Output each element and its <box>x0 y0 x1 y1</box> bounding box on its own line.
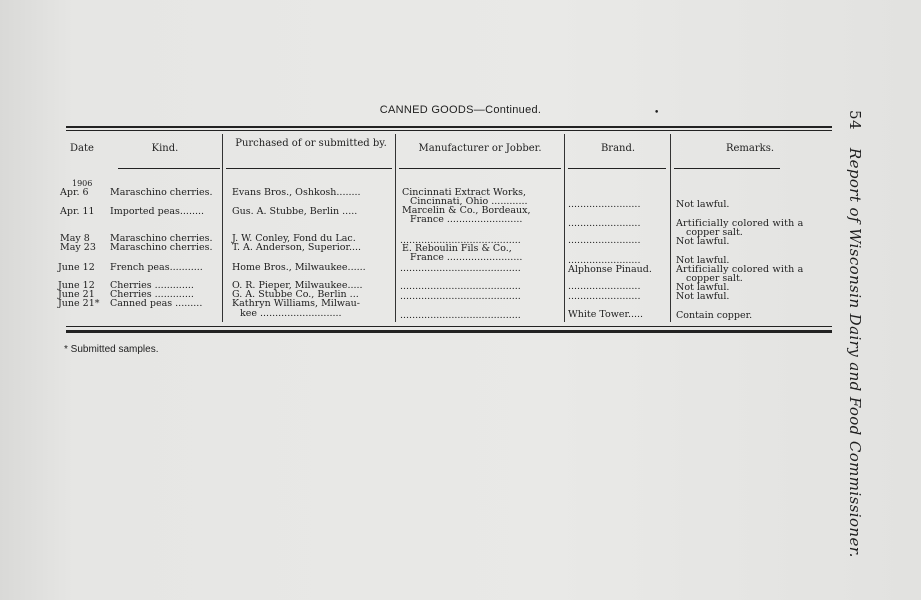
cell-remarks: Not lawful. <box>676 291 730 302</box>
bottom-rule-thick <box>66 330 832 333</box>
cell-date: May 23 <box>60 242 96 253</box>
cell-remarks: Not lawful. <box>676 236 730 247</box>
bottom-rule <box>66 326 832 327</box>
cell-date: June 21 <box>58 289 95 300</box>
col-divider <box>670 134 671 322</box>
cell-brand: White Tower..... <box>568 309 644 320</box>
cell-remarks: Not lawful. <box>676 199 730 210</box>
cell-remarks: Not lawful. <box>676 282 730 293</box>
cell-date: June 12 <box>58 280 95 291</box>
header-date: Date <box>70 143 94 154</box>
header-underline <box>568 168 666 169</box>
cell-remarks: copper salt. <box>686 273 743 284</box>
page-heading: CANNED GOODS—Continued. <box>379 104 542 116</box>
cell-kind: Maraschino cherries. <box>110 187 213 198</box>
cell-kind: Maraschino cherries. <box>110 233 213 244</box>
cell-kind: French peas........... <box>110 262 203 273</box>
cell-brand: ........................ <box>568 255 641 266</box>
header-underline <box>399 168 561 169</box>
header-remarks: Remarks. <box>725 143 775 154</box>
cell-manufacturer: Marcelin & Co., Bordeaux, <box>402 205 531 216</box>
running-title <box>846 110 864 558</box>
cell-remarks: Not lawful. <box>676 255 730 266</box>
cell-date: Apr. 6 <box>60 187 89 198</box>
header-manufacturer: Manufacturer or Jobber. <box>418 143 542 154</box>
cell-manufacturer: ........................................ <box>400 291 521 302</box>
cell-kind: Canned peas ......... <box>110 298 203 309</box>
col-divider <box>222 134 223 322</box>
cell-manufacturer: ........................................ <box>400 263 521 274</box>
page-number: 54 <box>846 110 864 130</box>
cell-purchased: G. A. Stubbe Co., Berlin ... <box>232 289 359 300</box>
header-brand: Brand. <box>600 143 636 154</box>
header-underline <box>674 168 780 169</box>
cell-remarks: Artificially colored with a <box>676 218 804 229</box>
cell-manufacturer: ........................................ <box>400 235 521 246</box>
cell-date: Apr. 11 <box>60 206 95 217</box>
cell-brand: ........................ <box>568 199 641 210</box>
col-divider <box>395 134 396 322</box>
cell-manufacturer: E. Reboulin Fils & Co., <box>402 243 512 254</box>
header-kind: Kind. <box>151 143 179 154</box>
header-purchased: Purchased of or submitted by. <box>235 138 387 149</box>
footnote: * Submitted samples. <box>64 344 159 355</box>
cell-purchased: T. A. Anderson, Superior.... <box>232 242 362 253</box>
cell-purchased: J. W. Conley, Fond du Lac. <box>232 233 356 244</box>
cell-date: May 8 <box>60 233 90 244</box>
cell-manufacturer: Cincinnati, Ohio ............ <box>410 196 528 207</box>
cell-purchased: Home Bros., Milwaukee...... <box>232 262 366 273</box>
cell-brand: Alphonse Pinaud. <box>568 264 652 275</box>
cell-purchased: O. R. Pieper, Milwaukee..... <box>232 280 363 291</box>
top-rule-thin <box>66 130 832 131</box>
stray-mark: • <box>654 108 660 118</box>
cell-brand: ........................ <box>568 218 641 229</box>
col-divider <box>564 134 565 322</box>
cell-manufacturer: France ......................... <box>410 214 523 225</box>
header-underline <box>118 168 220 169</box>
cell-manufacturer: ........................................ <box>400 310 521 321</box>
cell-date: June 21* <box>58 298 100 309</box>
cell-manufacturer: France ......................... <box>410 252 523 263</box>
cell-purchased: kee ........................... <box>240 308 342 319</box>
cell-remarks: Artificially colored with a <box>676 264 804 275</box>
cell-manufacturer: Cincinnati Extract Works, <box>402 187 527 198</box>
cell-kind: Imported peas........ <box>110 206 205 217</box>
year-label: 1906 <box>72 179 93 188</box>
cell-date: June 12 <box>58 262 95 273</box>
cell-purchased: Kathryn Williams, Milwau- <box>232 298 361 309</box>
cell-brand: ........................ <box>568 291 641 302</box>
cell-brand: ........................ <box>568 281 641 292</box>
top-rule <box>66 126 832 128</box>
cell-remarks: Contain copper. <box>676 310 753 321</box>
cell-kind: Maraschino cherries. <box>110 242 213 253</box>
cell-kind: Cherries ............. <box>110 289 194 300</box>
header-underline <box>226 168 392 169</box>
cell-remarks: copper salt. <box>686 227 743 238</box>
cell-manufacturer: ........................................ <box>400 281 521 292</box>
cell-kind: Cherries ............. <box>110 280 194 291</box>
running-title-text: Report of Wisconsin Dairy and Food Commissioner. <box>846 147 864 558</box>
cell-purchased: Gus. A. Stubbe, Berlin ..... <box>232 206 358 217</box>
cell-brand: ........................ <box>568 235 641 246</box>
cell-purchased: Evans Bros., Oshkosh........ <box>232 187 361 198</box>
